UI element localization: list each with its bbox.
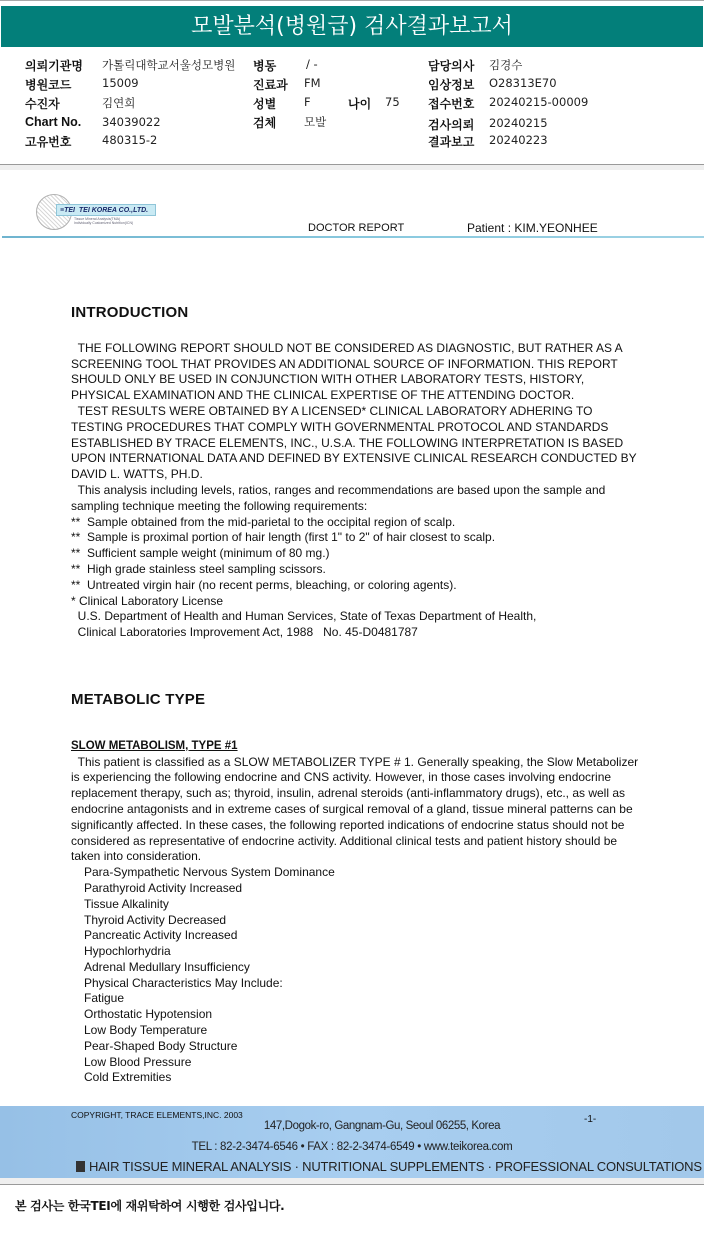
indication-item: Parathyroid Activity Increased (84, 880, 243, 895)
indication-item: Pear-Shaped Body Structure (84, 1038, 238, 1053)
indication-item: Thyroid Activity Decreased (84, 912, 227, 927)
license-line-2: Clinical Laboratories Improvement Act, 1988 No. 45-D0481787 (71, 625, 418, 640)
unique-no-value: 480315-2 (102, 133, 158, 147)
specimen-label: 검체 (253, 116, 277, 130)
indication-item: Low Blood Pressure (84, 1054, 192, 1069)
chart-no-label: Chart No. (25, 115, 82, 129)
company-contact: TEL : 82-2-3474-6546 • FAX : 82-2-3474-6549 • www.teikorea.com (191, 1141, 513, 1153)
hospital-code-value: 15009 (102, 76, 139, 90)
chart-no-value: 34039022 (102, 115, 161, 129)
copyright-text: COPYRIGHT, TRACE ELEMENTS,INC. 2003 (71, 1110, 243, 1120)
physical-characteristics-label: Physical Characteristics May Include: (84, 975, 283, 990)
page-title: 모발분석(병원급) 검사결과보고서 (1, 6, 703, 47)
indication-item: Adrenal Medullary Insufficiency (84, 959, 250, 974)
attending-doctor-value: 김경수 (489, 58, 523, 72)
introduction-heading: INTRODUCTION (71, 304, 189, 321)
indication-item: Low Body Temperature (84, 1023, 208, 1038)
logo-tei-mark: ≡TEI (60, 207, 75, 214)
company-address: 147,Dogok-ro, Gangnam-Gu, Seoul 06255, Korea (263, 1120, 501, 1132)
report-body (71, 300, 641, 1086)
tei-korea-logo (36, 194, 161, 230)
introduction-paragraph-1: THE FOLLOWING REPORT SHOULD NOT BE CONSIDERED AS DIAGNOSTIC, BUT RATHER AS A SCREENING TOOL THAT PROVIDES AN ADDITIONAL SOURCE OF INFORMATION. THIS REPORT SHOULD ONLY BE USED IN CONJUNCTION WITH OTHER LABORATORY TESTS, HISTORY, PHYSICAL EXAMINATION AND THE CLINICAL EXPERTISE OF THE ATTENDING DOCTOR. (71, 340, 626, 403)
clinical-info-label: 임상정보 (428, 78, 475, 92)
logo-company-name: TEI KOREA CO.,LTD. (78, 207, 149, 214)
section-divider-shade (0, 165, 704, 170)
report-footer (0, 1106, 704, 1178)
age-value: 75 (385, 95, 400, 109)
footer-divider (0, 1184, 704, 1185)
indication-item: Fatigue (84, 991, 125, 1006)
sex-label: 성별 (253, 97, 277, 111)
attending-doctor-label: 담당의사 (428, 59, 475, 73)
logo-subtitle-line1: Tissue Mineral Analysis(TMA) (74, 217, 121, 221)
receipt-no-label: 접수번호 (428, 97, 475, 111)
metabolic-type-description: This patient is classified as a SLOW METABOLIZER TYPE # 1. Generally speaking, the Slow Metabolizer is experiencing the following endocrine and CNS activity. However, in those cases involving endocrine replacement therapy, such as; thyroid, insulin, adrenal steroids (anti-inflammatory drugs), etc., as well as endocrine antagonists and in extreme cases of surgical removal of a gland, tissue mineral patterns can be significantly affected. In these cases, the following reported indications of endocrine status should not be considered as representative of endocrine activity. Additional clinical tests and patient history should be taken into consideration. (71, 754, 642, 864)
age-label: 나이 (348, 97, 372, 111)
doctor-report-label: DOCTOR REPORT (308, 222, 405, 234)
unique-no-label: 고유번호 (25, 135, 72, 149)
outsourcing-note: 본 검사는 한국TEI에 재위탁하여 시행한 검사입니다. (15, 1199, 285, 1213)
services-banner (72, 1159, 704, 1174)
logo-subtitle (74, 217, 133, 225)
sex-value: F (304, 95, 311, 109)
department-label: 진료과 (253, 78, 288, 92)
logo-subtitle-line2: Individually Customized Nutrition(ICN) (74, 221, 134, 225)
services-text: HAIR TISSUE MINERAL ANALYSIS · NUTRITIONAL SUPPLEMENTS · PROFESSIONAL CONSULTATIONS (89, 1159, 702, 1174)
page-number: -1- (584, 1114, 597, 1125)
clinical-info-value: O28313E70 (489, 76, 557, 90)
indication-item: Hypochlorhydria (84, 944, 171, 959)
license-title: * Clinical Laboratory License (71, 593, 224, 608)
request-date-label: 검사의뢰 (428, 118, 475, 132)
requirement-item: ** Sufficient sample weight (minimum of 80 mg.) (71, 546, 330, 561)
metabolic-type-heading: METABOLIC TYPE (71, 690, 206, 708)
indication-item: Tissue Alkalinity (84, 896, 169, 911)
logo-name-box (56, 204, 156, 216)
request-date-value: 20240215 (489, 116, 548, 130)
requirement-item: ** Untreated virgin hair (no recent perms, bleaching, or coloring agents). (71, 577, 457, 592)
metabolic-type-subheading: SLOW METABOLISM, TYPE #1 (71, 739, 238, 752)
report-date-label: 결과보고 (428, 135, 475, 149)
examinee-label: 수진자 (25, 97, 60, 111)
requirement-item: ** Sample obtained from the mid-parietal to the occipital region of scalp. (71, 514, 456, 529)
indication-item: Pancreatic Activity Increased (84, 928, 238, 943)
hospital-code-label: 병원코드 (25, 78, 72, 92)
specimen-value: 모발 (304, 115, 327, 129)
introduction-paragraph-2: TEST RESULTS WERE OBTAINED BY A LICENSED* CLINICAL LABORATORY ADHERING TO TESTING PROCEDURES THAT COMPLY WITH GOVERNMENTAL PROTOCOL AND STANDARDS ESTABLISHED BY TRACE ELEMENTS, INC., U.S.A. THE FOLLOWING INTERPRETATION IS BASED UPON INTERNATIONAL DATA AND DEFINED BY EXTENSIVE CLINICAL RESEARCH CONDUCTED BY DAVID L. WATTS, PH.D. (71, 403, 640, 482)
institution-value: 가톨릭대학교서울성모병원 (102, 58, 236, 72)
report-date-value: 20240223 (489, 133, 548, 147)
ward-value: / - (306, 57, 318, 71)
receipt-no-value: 20240215-00009 (489, 95, 589, 109)
indication-item: Para-Sympathetic Nervous System Dominance (84, 865, 335, 880)
department-value: FM (304, 76, 321, 90)
requirement-item: ** High grade stainless steel sampling scissors. (71, 561, 326, 576)
ward-label: 병동 (253, 59, 277, 73)
top-divider (0, 0, 704, 1)
report-header-rule (2, 236, 704, 238)
indication-item: Cold Extremities (84, 1070, 172, 1085)
introduction-paragraph-3: This analysis including levels, ratios, ranges and recommendations are based upon the sample and sampling technique meeting the following requirements: (71, 482, 609, 513)
patient-info-panel (0, 54, 704, 154)
square-bullet-icon (76, 1161, 85, 1172)
license-line-1: U.S. Department of Health and Human Services, State of Texas Department of Health, (71, 609, 537, 624)
requirement-item: ** Sample is proximal portion of hair length (first 1" to 2" of hair closest to scalp. (71, 530, 496, 545)
indication-item: Orthostatic Hypotension (84, 1007, 213, 1022)
patient-name: Patient : KIM.YEONHEE (467, 221, 598, 235)
institution-label: 의뢰기관명 (25, 59, 83, 73)
examinee-value: 김연희 (102, 96, 136, 110)
